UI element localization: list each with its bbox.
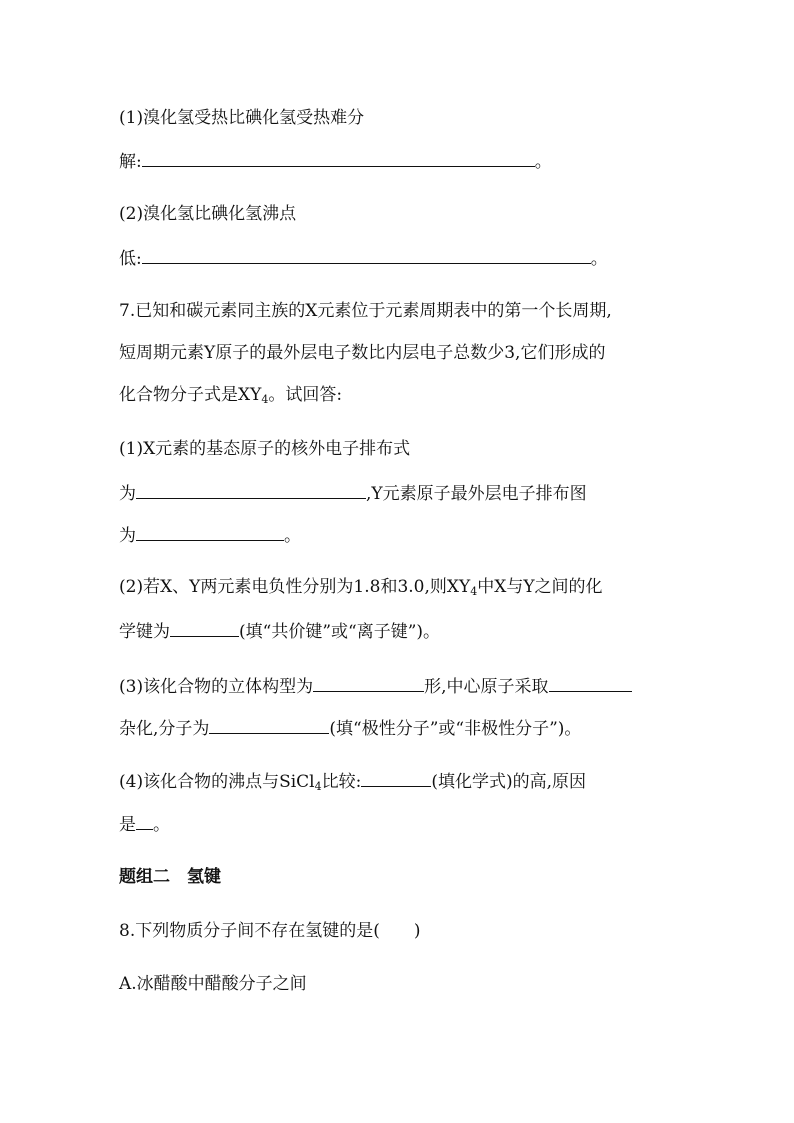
q7-formula-subscript: 4 xyxy=(261,393,269,406)
q7-part2-text-2: 中X与Y之间的化 xyxy=(477,577,603,597)
section-heading-text: 题组二 氢键 xyxy=(119,867,221,887)
q7-part1-prefix: 为 xyxy=(119,484,136,504)
q7-stem-text-2: 短周期元素Y原子的最外层电子数比内层电子总数少3,它们形成的 xyxy=(119,343,606,363)
q7-part4-reason-blank[interactable] xyxy=(136,811,153,830)
q7-part3-text-2: 形,中心原子采取 xyxy=(424,677,549,697)
q7-part2-hint: (填“共价键”或“离子键”)。 xyxy=(239,622,441,642)
q6-sub1-end: 。 xyxy=(534,152,552,172)
q7-part1-prefix-2: 为 xyxy=(119,526,136,546)
q7-part1-diagram-blank[interactable] xyxy=(136,522,284,541)
q7-part3-text: (3)该化合物的立体构型为 xyxy=(119,677,314,697)
q7-part4-formula-blank[interactable] xyxy=(361,768,431,787)
q7-stem-text-3: 。试回答: xyxy=(268,385,343,405)
q6-sub2-line xyxy=(119,202,296,226)
q7-part1-line1 xyxy=(119,437,410,461)
q6-sub1-text: (1)溴化氢受热比碘化氢受热难分 xyxy=(119,108,365,128)
q7-part4-text-3: (填化学式)的高,原因 xyxy=(431,772,587,792)
q7-part1-config-blank[interactable] xyxy=(136,480,366,499)
section-heading xyxy=(119,865,221,889)
q7-part2-text: (2)若X、Y两元素电负性分别为1.8和3.0,则XY xyxy=(119,577,471,597)
q7-part3-polarity-blank[interactable] xyxy=(209,715,329,734)
q7-part3-hint: (填“极性分子”或“非极性分子”)。 xyxy=(329,719,582,739)
q7-stem-line2 xyxy=(119,341,605,365)
q7-part1-text-2: ,Y元素原子最外层电子排布图 xyxy=(366,484,587,504)
q7-part1-line3 xyxy=(119,522,301,548)
q7-part4-prefix: 是 xyxy=(119,815,136,835)
q8-stem-line xyxy=(119,919,420,943)
q8-stem-text: 8.下列物质分子间不存在氢键的是( ) xyxy=(119,921,421,941)
q7-part3-prefix: 杂化,分子为 xyxy=(119,719,210,739)
q7-part2-line2 xyxy=(119,618,440,644)
q7-part3-line1 xyxy=(119,673,632,699)
q7-part4-line1 xyxy=(119,768,586,794)
q7-part4-text: (4)该化合物的沸点与SiCl xyxy=(119,772,315,792)
q6-sub1-answer-blank[interactable] xyxy=(142,148,535,167)
q7-part3-hybrid-blank[interactable] xyxy=(549,673,632,692)
q7-part3-line2 xyxy=(119,715,581,741)
q7-stem-line1 xyxy=(119,299,612,323)
q7-part2-prefix: 学键为 xyxy=(119,622,170,642)
q7-formula-text: 化合物分子式是XY xyxy=(119,385,262,405)
q7-part3-shape-blank[interactable] xyxy=(313,673,424,692)
q7-part2-subscript: 4 xyxy=(470,585,478,598)
q7-part1-line2 xyxy=(119,480,587,506)
q6-sub1-line xyxy=(119,106,364,130)
q6-sub2-answer-blank[interactable] xyxy=(142,245,591,264)
q6-sub2-end: 。 xyxy=(590,249,608,269)
q6-sub2-prefix: 低: xyxy=(119,249,142,269)
q7-part2-line1 xyxy=(119,575,603,599)
q8-option-a-text: A.冰醋酸中醋酸分子之间 xyxy=(119,974,307,994)
q6-sub2-text: (2)溴化氢比碘化氢沸点 xyxy=(119,204,297,224)
q7-part4-text-2: 比较: xyxy=(321,772,362,792)
q7-part1-text: (1)X元素的基态原子的核外电子排布式 xyxy=(119,439,411,459)
q7-part2-bond-blank[interactable] xyxy=(170,618,239,637)
q6-sub2-answer-line xyxy=(119,245,608,271)
q6-sub1-answer-line xyxy=(119,148,552,174)
q7-stem-text-1: 7.已知和碳元素同主族的X元素位于元素周期表中的第一个长周期, xyxy=(119,301,612,321)
q7-part4-line2 xyxy=(119,811,170,837)
q7-part1-end: 。 xyxy=(284,526,301,546)
q7-part4-subscript: 4 xyxy=(314,780,322,793)
q6-sub1-prefix: 解: xyxy=(119,152,142,172)
q7-part4-end: 。 xyxy=(153,815,170,835)
q8-option-a xyxy=(119,972,307,996)
q7-stem-line3 xyxy=(119,383,342,407)
